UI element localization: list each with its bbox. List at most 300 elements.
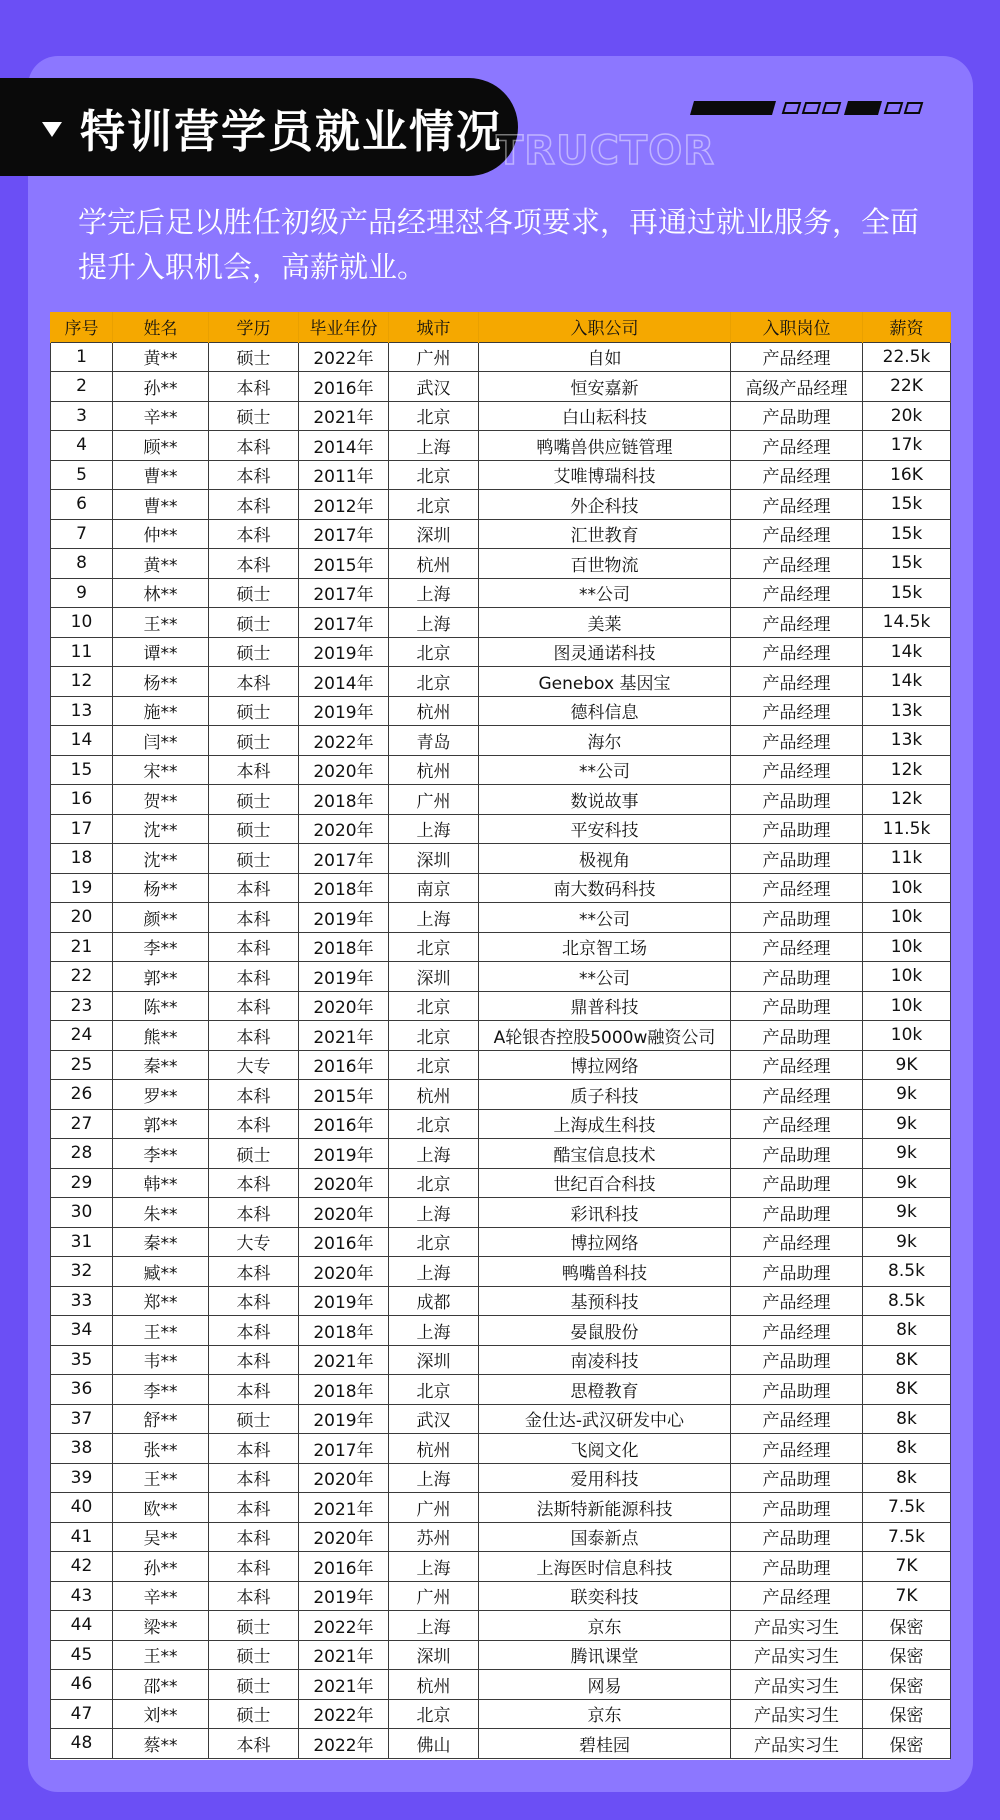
cell-col-position: 产品经理 (731, 549, 863, 579)
cell-col-grad-year: 2022年 (299, 1729, 389, 1759)
cell-col-salary: 9K (863, 1050, 951, 1080)
cell-col-salary: 10k (863, 873, 951, 903)
cell-col-company: 鸭嘴兽科技 (479, 1257, 731, 1287)
cell-col-company: 爱用科技 (479, 1463, 731, 1493)
cell-col-company: 上海医时信息科技 (479, 1552, 731, 1582)
header-col-index: 序号 (51, 312, 113, 342)
cell-col-education: 本科 (209, 1021, 299, 1051)
cell-col-city: 北京 (389, 1050, 479, 1080)
cell-col-index: 33 (51, 1286, 113, 1316)
cell-col-position: 产品助理 (731, 1168, 863, 1198)
cell-col-salary: 保密 (863, 1640, 951, 1670)
cell-col-salary: 7.5k (863, 1522, 951, 1552)
cell-col-position: 产品经理 (731, 1050, 863, 1080)
cell-col-company: 极视角 (479, 844, 731, 874)
cell-col-city: 杭州 (389, 1080, 479, 1110)
cell-col-position: 产品助理 (731, 991, 863, 1021)
cell-col-company: 晏鼠股份 (479, 1316, 731, 1346)
cell-col-grad-year: 2020年 (299, 1522, 389, 1552)
cell-col-education: 本科 (209, 962, 299, 992)
cell-col-index: 21 (51, 932, 113, 962)
cell-col-position: 产品助理 (731, 1345, 863, 1375)
cell-col-name: 邵** (113, 1670, 209, 1700)
table-row (51, 785, 951, 815)
cell-col-name: 郭** (113, 962, 209, 992)
cell-col-city: 上海 (389, 1552, 479, 1582)
cell-col-company: 南大数码科技 (479, 873, 731, 903)
cell-col-index: 11 (51, 637, 113, 667)
cell-col-name: 李** (113, 932, 209, 962)
cell-col-name: 谭** (113, 637, 209, 667)
cell-col-education: 硕士 (209, 608, 299, 638)
table-row (51, 608, 951, 638)
cell-col-grad-year: 2016年 (299, 1109, 389, 1139)
cell-col-salary: 16K (863, 460, 951, 490)
cell-col-position: 产品助理 (731, 1257, 863, 1287)
cell-col-grad-year: 2020年 (299, 991, 389, 1021)
cell-col-index: 41 (51, 1522, 113, 1552)
cell-col-name: 韩** (113, 1168, 209, 1198)
cell-col-position: 产品经理 (731, 932, 863, 962)
cell-col-position: 产品助理 (731, 1552, 863, 1582)
cell-col-education: 硕士 (209, 578, 299, 608)
cell-col-name: 臧** (113, 1257, 209, 1287)
cell-col-company: 鼎普科技 (479, 991, 731, 1021)
cell-col-company: 飞阅文化 (479, 1434, 731, 1464)
table-row (51, 696, 951, 726)
cell-col-education: 本科 (209, 490, 299, 520)
table-row (51, 1139, 951, 1169)
cell-col-position: 产品经理 (731, 1404, 863, 1434)
cell-col-city: 上海 (389, 1316, 479, 1346)
cell-col-salary: 10k (863, 962, 951, 992)
cell-col-education: 本科 (209, 1434, 299, 1464)
cell-col-name: 孙** (113, 372, 209, 402)
cell-col-city: 杭州 (389, 1434, 479, 1464)
cell-col-index: 43 (51, 1581, 113, 1611)
cell-col-salary: 17k (863, 431, 951, 461)
cell-col-name: 秦** (113, 1050, 209, 1080)
cell-col-salary: 14.5k (863, 608, 951, 638)
cell-col-city: 北京 (389, 1021, 479, 1051)
cell-col-name: 闫** (113, 726, 209, 756)
cell-col-city: 成都 (389, 1286, 479, 1316)
cell-col-company: 自如 (479, 342, 731, 372)
cell-col-grad-year: 2016年 (299, 1227, 389, 1257)
cell-col-company: 基预科技 (479, 1286, 731, 1316)
cell-col-grad-year: 2019年 (299, 696, 389, 726)
cell-col-position: 产品经理 (731, 1227, 863, 1257)
cell-col-grad-year: 2019年 (299, 1404, 389, 1434)
cell-col-index: 2 (51, 372, 113, 402)
cell-col-index: 44 (51, 1611, 113, 1641)
cell-col-index: 8 (51, 549, 113, 579)
cell-col-position: 产品助理 (731, 814, 863, 844)
cell-col-grad-year: 2021年 (299, 1493, 389, 1523)
cell-col-name: 欧** (113, 1493, 209, 1523)
cell-col-grad-year: 2012年 (299, 490, 389, 520)
table-row (51, 1640, 951, 1670)
cell-col-city: 深圳 (389, 962, 479, 992)
cell-col-position: 产品经理 (731, 519, 863, 549)
cell-col-name: 朱** (113, 1198, 209, 1228)
cell-col-index: 25 (51, 1050, 113, 1080)
cell-col-name: 郑** (113, 1286, 209, 1316)
cell-col-city: 深圳 (389, 1345, 479, 1375)
cell-col-education: 本科 (209, 1581, 299, 1611)
cell-col-grad-year: 2019年 (299, 962, 389, 992)
cell-col-company: **公司 (479, 903, 731, 933)
cell-col-grad-year: 2020年 (299, 1463, 389, 1493)
cell-col-city: 北京 (389, 637, 479, 667)
table-body (51, 342, 951, 1758)
cell-col-name: 韦** (113, 1345, 209, 1375)
cell-col-city: 广州 (389, 342, 479, 372)
cell-col-position: 产品实习生 (731, 1611, 863, 1641)
cell-col-education: 硕士 (209, 637, 299, 667)
cell-col-index: 23 (51, 991, 113, 1021)
cell-col-index: 28 (51, 1139, 113, 1169)
cell-col-salary: 9k (863, 1227, 951, 1257)
cell-col-name: 李** (113, 1375, 209, 1405)
cell-col-index: 36 (51, 1375, 113, 1405)
cell-col-position: 产品经理 (731, 667, 863, 697)
cell-col-position: 产品经理 (731, 460, 863, 490)
cell-col-name: 黄** (113, 342, 209, 372)
cell-col-index: 15 (51, 755, 113, 785)
cell-col-education: 硕士 (209, 1139, 299, 1169)
cell-col-index: 6 (51, 490, 113, 520)
cell-col-name: 辛** (113, 1581, 209, 1611)
watermark-text: TRUCTOR (496, 128, 716, 174)
cell-col-education: 硕士 (209, 785, 299, 815)
cell-col-education: 硕士 (209, 1699, 299, 1729)
cell-col-salary: 8.5k (863, 1286, 951, 1316)
cell-col-education: 本科 (209, 991, 299, 1021)
page-title: 特训营学员就业情况 (80, 104, 504, 158)
cell-col-salary: 7K (863, 1552, 951, 1582)
cell-col-salary: 13k (863, 726, 951, 756)
cell-col-grad-year: 2020年 (299, 1168, 389, 1198)
cell-col-grad-year: 2019年 (299, 1139, 389, 1169)
cell-col-education: 硕士 (209, 696, 299, 726)
cell-col-city: 佛山 (389, 1729, 479, 1759)
cell-col-position: 产品经理 (731, 726, 863, 756)
table-row (51, 1463, 951, 1493)
cell-col-position: 产品经理 (731, 1316, 863, 1346)
cell-col-grad-year: 2020年 (299, 755, 389, 785)
cell-col-index: 9 (51, 578, 113, 608)
cell-col-salary: 20k (863, 401, 951, 431)
cell-col-education: 本科 (209, 431, 299, 461)
cell-col-company: **公司 (479, 962, 731, 992)
cell-col-education: 大专 (209, 1227, 299, 1257)
cell-col-company: 联奕科技 (479, 1581, 731, 1611)
cell-col-salary: 11k (863, 844, 951, 874)
table-row (51, 1050, 951, 1080)
cell-col-index: 3 (51, 401, 113, 431)
cell-col-city: 北京 (389, 1227, 479, 1257)
table-row (51, 1611, 951, 1641)
table-header (51, 312, 951, 342)
cell-col-city: 武汉 (389, 1404, 479, 1434)
cell-col-name: 杨** (113, 873, 209, 903)
cell-col-position: 产品经理 (731, 1080, 863, 1110)
table-row (51, 1552, 951, 1582)
cell-col-education: 本科 (209, 667, 299, 697)
table-row (51, 814, 951, 844)
cell-col-education: 本科 (209, 1552, 299, 1582)
cell-col-city: 上海 (389, 1257, 479, 1287)
cell-col-city: 上海 (389, 431, 479, 461)
table-row (51, 1257, 951, 1287)
table-row (51, 1404, 951, 1434)
table-row (51, 1729, 951, 1759)
cell-col-salary: 10k (863, 903, 951, 933)
cell-col-education: 硕士 (209, 1640, 299, 1670)
header-col-position: 入职岗位 (731, 312, 863, 342)
cell-col-city: 上海 (389, 1611, 479, 1641)
cell-col-company: 金仕达-武汉研发中心 (479, 1404, 731, 1434)
cell-col-index: 32 (51, 1257, 113, 1287)
cell-col-education: 本科 (209, 1080, 299, 1110)
cell-col-name: 秦** (113, 1227, 209, 1257)
cell-col-education: 硕士 (209, 401, 299, 431)
title-banner (0, 78, 518, 176)
cell-col-grad-year: 2014年 (299, 431, 389, 461)
cell-col-name: 杨** (113, 667, 209, 697)
header-col-grad-year: 毕业年份 (299, 312, 389, 342)
cell-col-position: 产品实习生 (731, 1699, 863, 1729)
cell-col-position: 产品经理 (731, 431, 863, 461)
cell-col-salary: 9k (863, 1109, 951, 1139)
cell-col-index: 40 (51, 1493, 113, 1523)
cell-col-education: 大专 (209, 1050, 299, 1080)
cell-col-grad-year: 2019年 (299, 637, 389, 667)
table-row (51, 1168, 951, 1198)
header-col-education: 学历 (209, 312, 299, 342)
cell-col-city: 北京 (389, 1375, 479, 1405)
cell-col-salary: 9k (863, 1168, 951, 1198)
cell-col-salary: 22.5k (863, 342, 951, 372)
cell-col-company: 世纪百合科技 (479, 1168, 731, 1198)
cell-col-name: 舒** (113, 1404, 209, 1434)
cell-col-education: 本科 (209, 372, 299, 402)
table-row (51, 401, 951, 431)
cell-col-name: 宋** (113, 755, 209, 785)
cell-col-company: 碧桂园 (479, 1729, 731, 1759)
cell-col-grad-year: 2022年 (299, 1611, 389, 1641)
cell-col-city: 上海 (389, 903, 479, 933)
header-col-city: 城市 (389, 312, 479, 342)
cell-col-salary: 8K (863, 1375, 951, 1405)
cell-col-city: 上海 (389, 1139, 479, 1169)
table-row (51, 1080, 951, 1110)
employment-table (50, 312, 951, 1759)
cell-col-position: 产品助理 (731, 785, 863, 815)
cell-col-position: 产品助理 (731, 1198, 863, 1228)
table-row (51, 372, 951, 402)
cell-col-index: 24 (51, 1021, 113, 1051)
cell-col-name: 林** (113, 578, 209, 608)
cell-col-position: 产品助理 (731, 1493, 863, 1523)
cell-col-education: 本科 (209, 1109, 299, 1139)
cell-col-salary: 9k (863, 1080, 951, 1110)
cell-col-grad-year: 2022年 (299, 726, 389, 756)
cell-col-education: 本科 (209, 460, 299, 490)
table-row (51, 991, 951, 1021)
cell-col-index: 22 (51, 962, 113, 992)
cell-col-grad-year: 2022年 (299, 1699, 389, 1729)
cell-col-education: 本科 (209, 1463, 299, 1493)
cell-col-position: 产品经理 (731, 637, 863, 667)
cell-col-education: 硕士 (209, 814, 299, 844)
cell-col-city: 杭州 (389, 549, 479, 579)
table-row (51, 844, 951, 874)
cell-col-city: 上海 (389, 608, 479, 638)
cell-col-position: 产品经理 (731, 1286, 863, 1316)
cell-col-company: 恒安嘉新 (479, 372, 731, 402)
cell-col-company: 百世物流 (479, 549, 731, 579)
cell-col-grad-year: 2014年 (299, 667, 389, 697)
cell-col-salary: 8.5k (863, 1257, 951, 1287)
cell-col-salary: 10k (863, 1021, 951, 1051)
cell-col-grad-year: 2021年 (299, 1021, 389, 1051)
cell-col-index: 48 (51, 1729, 113, 1759)
cell-col-grad-year: 2019年 (299, 903, 389, 933)
table-row (51, 1227, 951, 1257)
cell-col-index: 26 (51, 1080, 113, 1110)
cell-col-name: 黄** (113, 549, 209, 579)
table-row (51, 1345, 951, 1375)
table-row (51, 932, 951, 962)
cell-col-name: 曹** (113, 460, 209, 490)
cell-col-salary: 保密 (863, 1611, 951, 1641)
cell-col-education: 硕士 (209, 844, 299, 874)
table-row (51, 1493, 951, 1523)
table-row (51, 578, 951, 608)
cell-col-education: 本科 (209, 519, 299, 549)
cell-col-index: 4 (51, 431, 113, 461)
cell-col-city: 广州 (389, 1493, 479, 1523)
table-row (51, 490, 951, 520)
cell-col-grad-year: 2019年 (299, 1286, 389, 1316)
cell-col-name: 蔡** (113, 1729, 209, 1759)
cell-col-name: 辛** (113, 401, 209, 431)
cell-col-grad-year: 2020年 (299, 1198, 389, 1228)
cell-col-index: 45 (51, 1640, 113, 1670)
table-row (51, 431, 951, 461)
cell-col-grad-year: 2017年 (299, 578, 389, 608)
cell-col-city: 上海 (389, 1198, 479, 1228)
cell-col-grad-year: 2019年 (299, 1581, 389, 1611)
cell-col-grad-year: 2018年 (299, 873, 389, 903)
cell-col-city: 杭州 (389, 755, 479, 785)
cell-col-position: 高级产品经理 (731, 372, 863, 402)
cell-col-company: 博拉网络 (479, 1050, 731, 1080)
cell-col-salary: 13k (863, 696, 951, 726)
cell-col-company: 南凌科技 (479, 1345, 731, 1375)
cell-col-grad-year: 2021年 (299, 1345, 389, 1375)
cell-col-index: 20 (51, 903, 113, 933)
cell-col-grad-year: 2021年 (299, 1670, 389, 1700)
cell-col-company: **公司 (479, 578, 731, 608)
cell-col-name: 孙** (113, 1552, 209, 1582)
cell-col-education: 硕士 (209, 726, 299, 756)
cell-col-index: 27 (51, 1109, 113, 1139)
cell-col-city: 杭州 (389, 696, 479, 726)
cell-col-grad-year: 2011年 (299, 460, 389, 490)
cell-col-index: 16 (51, 785, 113, 815)
cell-col-education: 硕士 (209, 342, 299, 372)
cell-col-company: 鸭嘴兽供应链管理 (479, 431, 731, 461)
cell-col-name: 顾** (113, 431, 209, 461)
cell-col-education: 本科 (209, 903, 299, 933)
cell-col-name: 仲** (113, 519, 209, 549)
table-row (51, 637, 951, 667)
cell-col-education: 本科 (209, 1286, 299, 1316)
table-row (51, 1198, 951, 1228)
table-row (51, 1699, 951, 1729)
cell-col-salary: 8k (863, 1463, 951, 1493)
cell-col-position: 产品经理 (731, 1581, 863, 1611)
cell-col-name: 王** (113, 608, 209, 638)
cell-col-grad-year: 2016年 (299, 1050, 389, 1080)
cell-col-salary: 22K (863, 372, 951, 402)
cell-col-salary: 8K (863, 1345, 951, 1375)
cell-col-company: 美莱 (479, 608, 731, 638)
cell-col-salary: 7.5k (863, 1493, 951, 1523)
employment-table-container (50, 312, 950, 1760)
table-row (51, 1316, 951, 1346)
cell-col-city: 上海 (389, 1463, 479, 1493)
cell-col-grad-year: 2018年 (299, 1316, 389, 1346)
cell-col-education: 本科 (209, 549, 299, 579)
cell-col-company: 网易 (479, 1670, 731, 1700)
table-row (51, 519, 951, 549)
cell-col-name: 曹** (113, 490, 209, 520)
cell-col-salary: 保密 (863, 1729, 951, 1759)
cell-col-company: 北京智工场 (479, 932, 731, 962)
cell-col-index: 13 (51, 696, 113, 726)
cell-col-grad-year: 2018年 (299, 932, 389, 962)
cell-col-city: 上海 (389, 578, 479, 608)
cell-col-company: 彩讯科技 (479, 1198, 731, 1228)
cell-col-education: 本科 (209, 1257, 299, 1287)
cell-col-position: 产品助理 (731, 1021, 863, 1051)
cell-col-education: 本科 (209, 1493, 299, 1523)
cell-col-grad-year: 2020年 (299, 814, 389, 844)
cell-col-city: 青岛 (389, 726, 479, 756)
cell-col-name: 沈** (113, 814, 209, 844)
cell-col-city: 广州 (389, 785, 479, 815)
cell-col-company: 平安科技 (479, 814, 731, 844)
table-header-row (51, 312, 951, 342)
cell-col-salary: 7K (863, 1581, 951, 1611)
cell-col-name: 颜** (113, 903, 209, 933)
cell-col-city: 北京 (389, 932, 479, 962)
header-col-name: 姓名 (113, 312, 209, 342)
cell-col-name: 陈** (113, 991, 209, 1021)
header-col-salary: 薪资 (863, 312, 951, 342)
cell-col-company: 德科信息 (479, 696, 731, 726)
cell-col-position: 产品经理 (731, 1434, 863, 1464)
cell-col-education: 本科 (209, 873, 299, 903)
table-row (51, 1375, 951, 1405)
cell-col-city: 北京 (389, 667, 479, 697)
cell-col-name: 吴** (113, 1522, 209, 1552)
cell-col-education: 本科 (209, 1168, 299, 1198)
